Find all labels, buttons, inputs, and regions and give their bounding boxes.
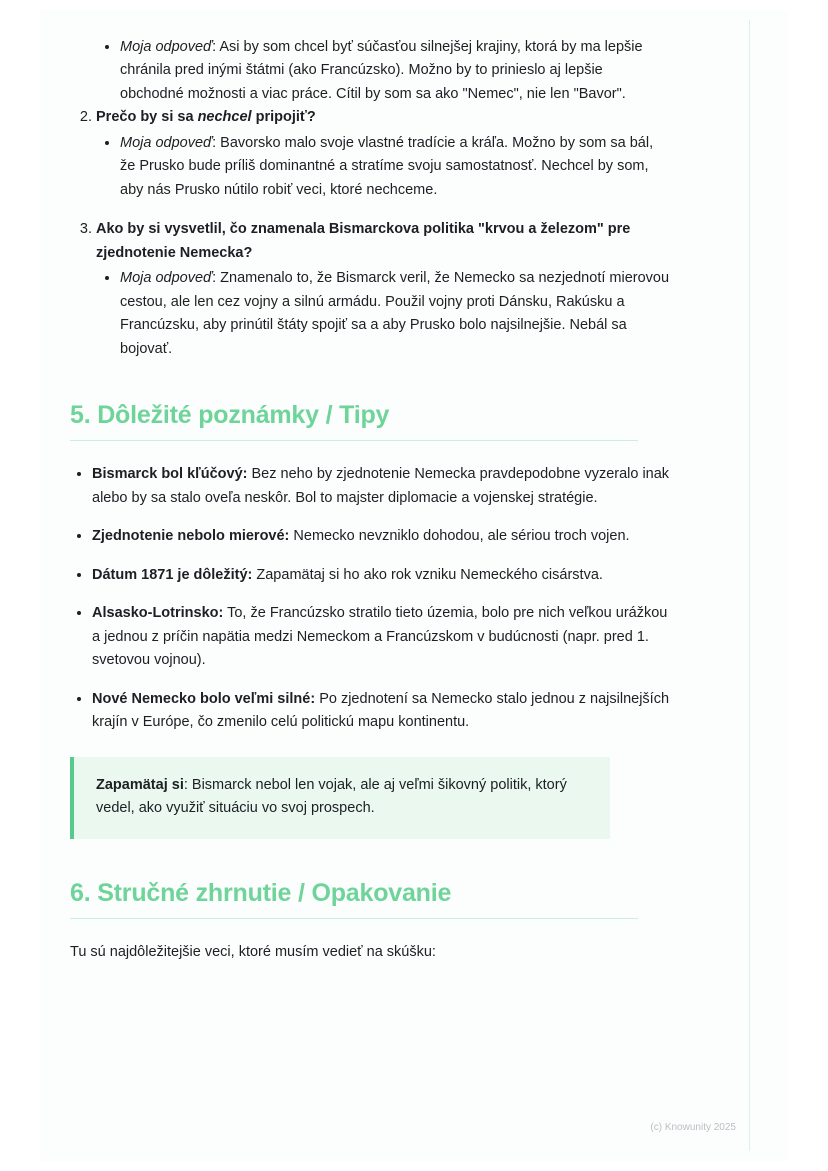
section-heading-tips: 5. Dôležité poznámky / Tipy (70, 401, 390, 430)
list-item (92, 688, 670, 735)
question-text-pre: Prečo by si sa (96, 109, 198, 126)
document-content (70, 10, 670, 979)
callout-box (70, 757, 610, 839)
answer-text: : Znamenalo to, že Bismarck veril, že Nemecko sa nezjednotí mierovou cestou, ale len cez vojny a silnú armádu. Použil vojny proti Dánsku, Rakúsku a Francúzsku, aby prinútil štáty spojiť sa a aby Prusko bolo najsilnejšie. Nebál sa bojovať. (120, 270, 670, 357)
question-text (96, 109, 316, 125)
question-text (96, 221, 630, 260)
question-list (70, 106, 670, 361)
copyright-notice: (c) Knowunity 2025 (650, 1122, 736, 1133)
tip-text: Nemecko nevzniklo dohodou, ale sériou troch vojen. (289, 528, 630, 545)
tip-text: Zapamätaj si ho ako rok vzniku Nemeckého cisárstva. (252, 566, 603, 583)
tip-text: To, že Francúzsko stratilo tieto územia, bolo pre nich veľkou urážkou a jednou z príčin napätia medzi Nemeckom a Francúzskom v budúcnosti (napr. pred 1. svetovou vojnou). (92, 605, 668, 669)
list-item (92, 564, 670, 587)
tip-title: Zjednotenie nebolo mierové: (92, 528, 290, 545)
answer-text: : Bavorsko malo svoje vlastné tradície a kráľa. Možno by som sa bál, že Prusko bude príliš dominantné a stratíme svoju samostatnosť. Nechcel by som, aby nás Prusko nútilo robiť veci, ktoré nechceme. (120, 134, 654, 198)
answer-bullet-list (70, 36, 670, 106)
callout-title: Zapamätaj si (96, 776, 184, 793)
answer-label: Moja odpoveď (120, 270, 213, 287)
tip-title: Bismarck bol kľúčový: (92, 466, 248, 483)
section-divider (70, 440, 638, 441)
list-item (120, 267, 670, 361)
tip-title: Alsasko-Lotrinsko: (92, 605, 224, 622)
list-item (92, 463, 670, 510)
answer-label: Moja odpoveď (120, 39, 213, 55)
answer-list (96, 132, 670, 202)
section-heading-summary: 6. Stručné zhrnutie / Opakovanie (70, 878, 452, 907)
list-item (120, 36, 670, 106)
tips-list (70, 463, 670, 734)
vertical-divider (749, 20, 750, 1151)
list-item (120, 132, 670, 202)
question-text-pre: Ako by si vysvetlil, čo znamenala Bismarckova politika "krvou a železom" pre zjednotenie Nemecka? (96, 221, 631, 261)
answer-label: Moja odpoveď (120, 134, 213, 151)
list-item (96, 106, 670, 202)
callout-text: : Bismarck nebol len vojak, ale aj veľmi šikovný politik, ktorý vedel, ako využiť situáciu vo svoj prospech. (96, 776, 567, 817)
callout-paragraph (96, 774, 590, 821)
answer-text: : Asi by som chcel byť súčasťou silnejšej krajiny, ktorá by ma lepšie chránila pred inými štátmi (ako Francúzsko). Možno by to prinieslo aj lepšie obchodné možnosti a viac práce. Cítil by som sa ako "Nemec", nie len "Bavor". (120, 39, 643, 102)
list-item (96, 218, 670, 361)
list-item (92, 602, 670, 672)
answer-list (96, 267, 670, 361)
document-page (40, 10, 788, 1161)
question-text-post: pripojiť? (251, 109, 316, 126)
tip-text: Po zjednotení sa Nemecko stalo jednou z najsilnejších krajín v Európe, čo zmenilo celú politickú mapu kontinentu. (92, 690, 670, 731)
tip-title: Nové Nemecko bolo veľmi silné: (92, 690, 316, 707)
section-divider (70, 918, 638, 919)
summary-intro: Tu sú najdôležitejšie veci, ktoré musím vedieť na skúšku: (70, 943, 436, 960)
question-text-emphasis: nechcel (197, 109, 252, 126)
list-item (92, 525, 670, 548)
tip-text: Bez neho by zjednotenie Nemecka pravdepodobne vyzeralo inak alebo by sa stalo oveľa neskôr. Bol to majster diplomacie a vojenskej stratégie. (92, 466, 670, 506)
tip-title: Dátum 1871 je dôležitý: (92, 566, 253, 583)
